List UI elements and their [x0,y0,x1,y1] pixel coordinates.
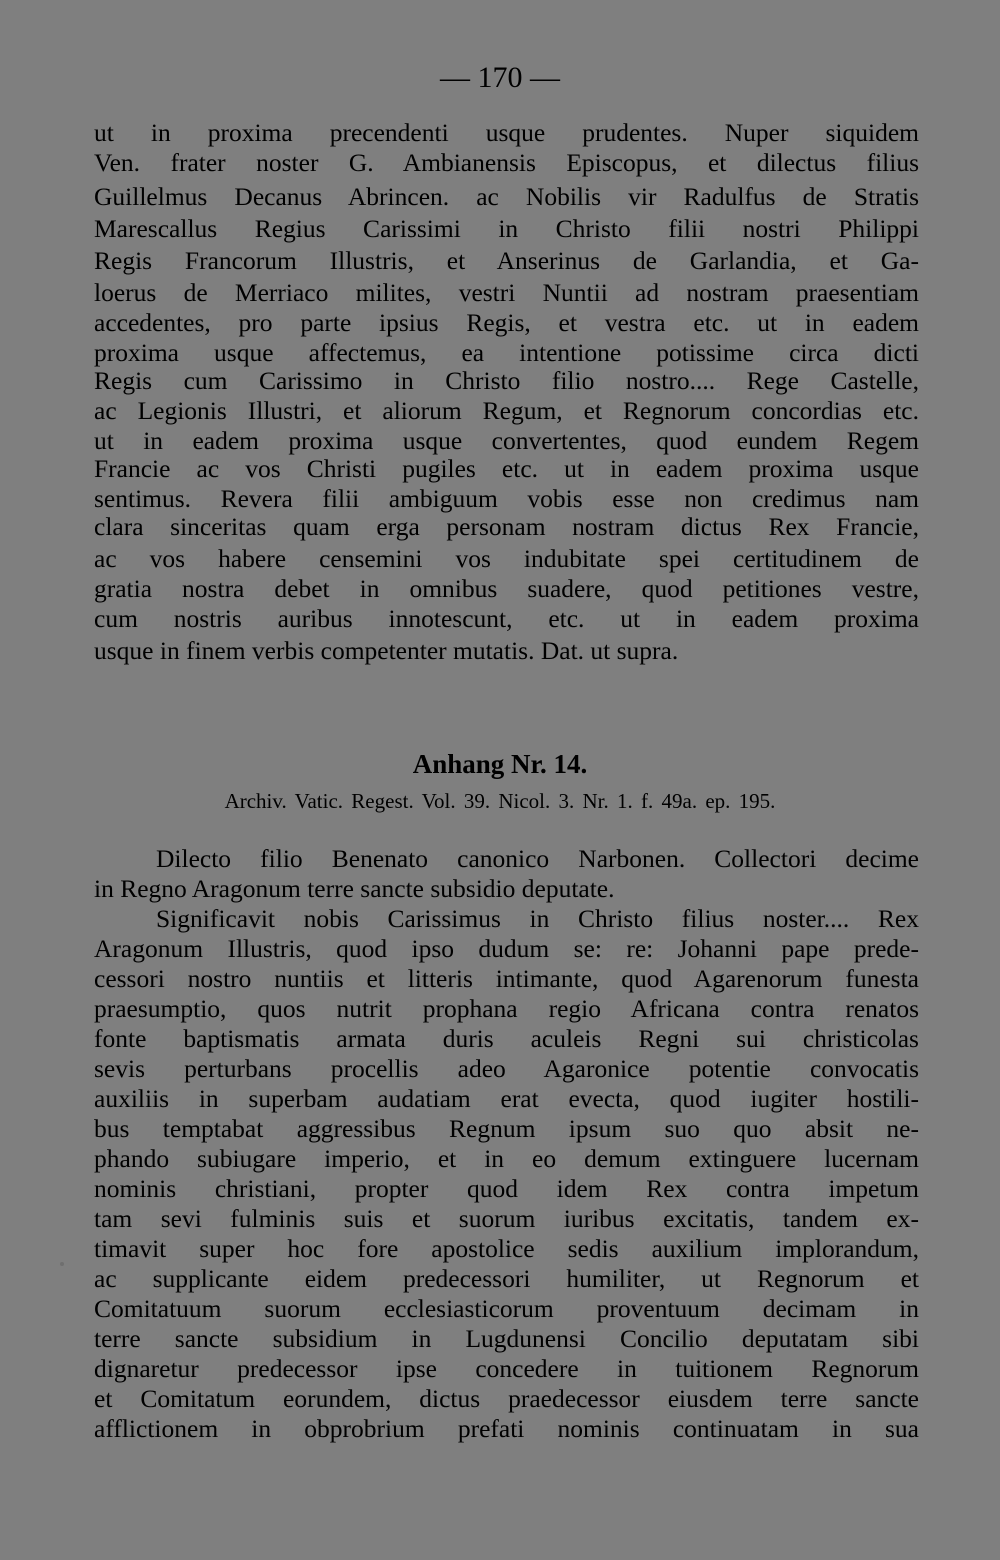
text-line: cum nostris auribus innotescunt, etc. ut in eadem proxima [94,604,919,633]
text-line: et Comitatum eorundem, dictus praedecessor eiusdem terre sancte [94,1384,919,1413]
text-line: Francie ac vos Christi pugiles etc. ut in eadem proxima usque [94,454,919,483]
text-line: loerus de Merriaco milites, vestri Nuntii ad nostram praesentiam [94,278,919,307]
text-line: sentimus. Revera filii ambiguum vobis esse non credimus nam [94,484,919,513]
text-line: Dilecto filio Benenato canonico Narbonen. Collectori decime [156,844,919,873]
text-line: auxiliis in superbam audatiam erat evecta, quod iugiter hostili- [94,1084,919,1113]
text-line: proxima usque affectemus, ea intentione potissime circa dicti [94,338,919,367]
text-line: ut in eadem proxima usque convertentes, quod eundem Regem [94,426,919,455]
text-line: terre sancte subsidium in Lugdunensi Concilio deputatam sibi [94,1324,919,1353]
text-line: timavit super hoc fore apostolice sedis auxilium implorandum, [94,1234,919,1263]
text-line: usque in finem verbis competenter mutatis. Dat. ut supra. [94,636,679,665]
text-line: ac supplicante eidem predecessori humiliter, ut Regnorum et [94,1264,919,1293]
text-line: bus temptabat aggressibus Regnum ipsum suo quo absit ne- [94,1114,919,1143]
text-line: Significavit nobis Carissimus in Christo filius noster.... Rex [156,904,919,933]
text-line: ut in proxima precendenti usque prudentes. Nuper siquidem [94,118,919,147]
text-line: clara sinceritas quam erga personam nostram dictus Rex Francie, [94,512,919,541]
text-line: gratia nostra debet in omnibus suadere, quod petitiones vestre, [94,574,919,603]
text-line: Marescallus Regius Carissimi in Christo filii nostri Philippi [94,214,919,243]
text-line: praesumptio, quos nutrit prophana regio Africana contra renatos [94,994,919,1023]
text-line: sevis perturbans procellis adeo Agaronice potentie convocatis [94,1054,919,1083]
text-line: accedentes, pro parte ipsius Regis, et vestra etc. ut in eadem [94,308,919,337]
text-line: Regis Francorum Illustris, et Anserinus de Garlandia, et Ga- [94,246,919,275]
text-line: ac vos habere censemini vos indubitate spei certitudinem de [94,544,919,573]
source-reference: Archiv. Vatic. Regest. Vol. 39. Nicol. 3. Nr. 1. f. 49a. ep. 195. [224,789,776,813]
text-line: afflictionem in obprobrium prefati nominis continuatam in sua [94,1414,919,1443]
text-line: phando subiugare imperio, et in eo demum extinguere lucernam [94,1144,919,1173]
text-line: Comitatuum suorum ecclesiasticorum proventuum decimam in [94,1294,919,1323]
text-line: tam sevi fulminis suis et suorum iuribus excitatis, tandem ex- [94,1204,919,1233]
text-line: dignaretur predecessor ipse concedere in tuitionem Regnorum [94,1354,919,1383]
text-line: Ven. frater noster G. Ambianensis Episcopus, et dilectus filius [94,148,919,177]
text-line: fonte baptismatis armata duris aculeis Regni sui christicolas [94,1024,919,1053]
text-line: nominis christiani, propter quod idem Rex contra impetum [94,1174,919,1203]
text-line: Guillelmus Decanus Abrincen. ac Nobilis vir Radulfus de Stratis [94,182,919,211]
page-number: — 170 — [440,61,560,94]
section-heading: Anhang Nr. 14. [412,749,588,779]
text-line: in Regno Aragonum terre sancte subsidio deputate. [94,874,615,903]
margin-mark [60,1262,64,1266]
text-line: Aragonum Illustris, quod ipso dudum se: re: Johanni pape prede- [94,934,919,963]
text-line: ac Legionis Illustri, et aliorum Regum, et Regnorum concordias etc. [94,396,919,425]
text-line: Regis cum Carissimo in Christo filio nostro.... Rege Castelle, [94,366,919,395]
text-line: cessori nostro nuntiis et litteris intimante, quod Agarenorum funesta [94,964,919,993]
